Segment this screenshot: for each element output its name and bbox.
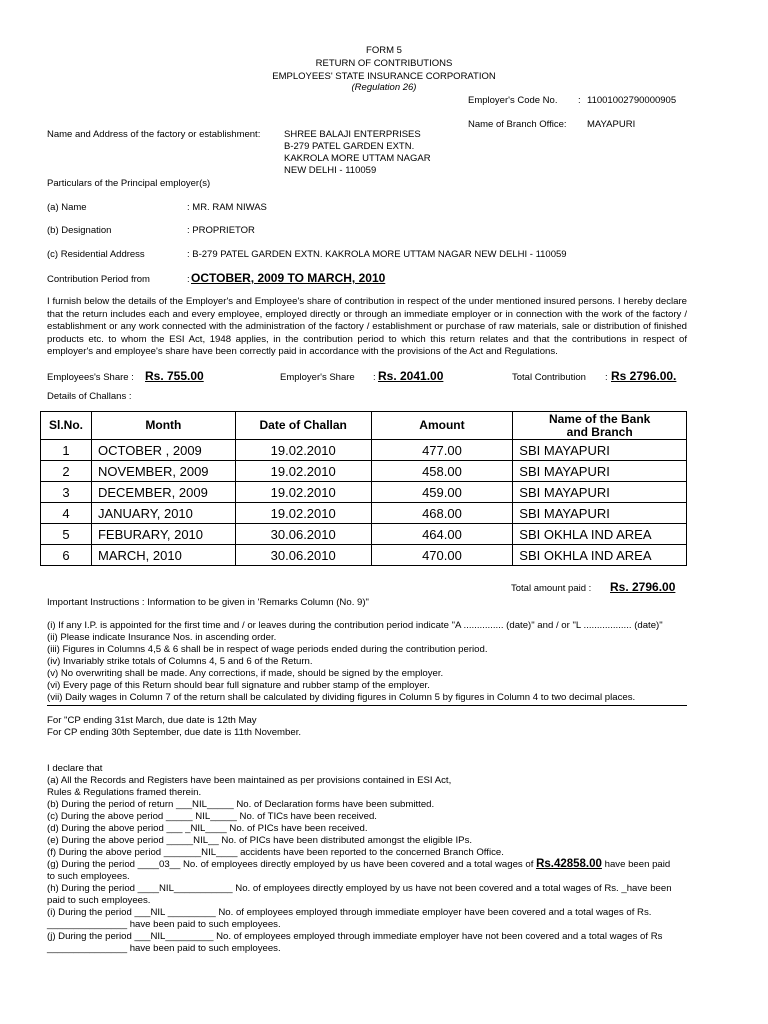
col-header-amount: Amount	[371, 412, 513, 440]
table-header-row	[41, 412, 687, 440]
declare-item-g-cont: to such employees.	[47, 871, 130, 882]
declare-item-a-cont: Rules & Regulations framed therein.	[47, 787, 202, 798]
employee-share-value: Rs. 755.00	[145, 369, 204, 383]
period-value: OCTOBER, 2009 TO MARCH, 2010	[191, 271, 386, 285]
cell-amount: 458.00	[371, 461, 513, 482]
branch-office-value: MAYAPURI	[587, 119, 636, 130]
instruction-item: (vi) Every page of this Return should bear full signature and rubber stamp of the employer.	[47, 680, 430, 691]
cell-bank: SBI OKHLA IND AREA	[513, 545, 687, 566]
form-title: RETURN OF CONTRIBUTIONS	[315, 58, 453, 69]
corporation-name: EMPLOYEES' STATE INSURANCE CORPORATION	[272, 71, 496, 82]
table-row	[41, 524, 687, 545]
declare-item-g-end: have been paid	[601, 859, 671, 870]
establishment-line: NEW DELHI - 110059	[284, 165, 377, 176]
address-label: (c) Residential Address	[47, 249, 145, 260]
cell-month: DECEMBER, 2009	[91, 482, 235, 503]
due-date-march: For "CP ending 31st March, due date is 12th May	[47, 715, 257, 726]
cell-slno: 1	[41, 440, 92, 461]
declare-item-g	[47, 858, 670, 870]
employer-share-colon: :	[373, 372, 376, 383]
cell-date: 30.06.2010	[235, 545, 371, 566]
employer-code-label: Employer's Code No.	[468, 95, 558, 106]
total-paid-value: Rs. 2796.00	[610, 580, 676, 594]
col-header-bank-line2: and Branch	[566, 424, 633, 439]
table-row	[41, 440, 687, 461]
period-label: Contribution Period from	[47, 274, 150, 285]
declare-item-d: (d) During the above period ___ _NIL____ No. of PICs have been received.	[47, 823, 368, 834]
cell-bank: SBI MAYAPURI	[513, 482, 687, 503]
declare-item-i-cont: _______________ have been paid to such employees.	[47, 919, 281, 930]
declare-item-g-text: (g) During the period ____03__ No. of employees directly employed by us have been covered and a total wages of	[47, 859, 537, 870]
principal-heading: Particulars of the Principal employer(s)	[47, 178, 211, 189]
total-contribution-value: Rs 2796.00.	[611, 369, 677, 383]
declare-item-f: (f) During the above period _______NIL____ accidents have been reported to the concerned Branch Office.	[47, 847, 504, 858]
regulation: (Regulation 26)	[351, 82, 417, 93]
cell-amount: 464.00	[371, 524, 513, 545]
col-header-bank-line1: Name of the Bank	[548, 411, 651, 426]
table-row	[41, 482, 687, 503]
total-contribution-label: Total Contribution	[512, 372, 586, 383]
designation-label: (b) Designation	[47, 225, 112, 236]
cell-amount: 477.00	[371, 440, 513, 461]
declare-item-g-amount: Rs.42858.00	[536, 858, 602, 870]
table-row	[41, 503, 687, 524]
declare-item-h-cont: paid to such employees.	[47, 895, 151, 906]
establishment-line: SHREE BALAJI ENTERPRISES	[284, 129, 421, 140]
total-paid-label: Total amount paid :	[511, 583, 592, 594]
cell-date: 19.02.2010	[235, 482, 371, 503]
declare-item-j-cont: _______________ have been paid to such employees.	[47, 943, 281, 954]
instruction-item: (iv) Invariably strike totals of Columns 4, 5 and 6 of the Return.	[47, 656, 313, 667]
branch-office-label: Name of Branch Office:	[468, 119, 567, 130]
employer-code-colon: :	[578, 95, 581, 106]
cell-bank: SBI MAYAPURI	[513, 461, 687, 482]
cell-month: OCTOBER , 2009	[91, 440, 235, 461]
cell-date: 30.06.2010	[235, 524, 371, 545]
employer-code-value: 11001002790000905	[587, 95, 677, 106]
divider	[47, 705, 687, 706]
employee-share-label: Employees's Share :	[47, 372, 134, 383]
declare-item-j: (j) During the period ___NIL_________ No. of employees employed through immediate employer have not been covered and a total wages of Rs	[47, 931, 663, 942]
col-header-date: Date of Challan	[235, 412, 371, 440]
form-number: FORM 5	[366, 45, 402, 56]
period-colon: :	[187, 274, 190, 285]
cell-slno: 5	[41, 524, 92, 545]
cell-bank: SBI MAYAPURI	[513, 503, 687, 524]
instruction-item: (ii) Please indicate Insurance Nos. in ascending order.	[47, 632, 277, 643]
cell-bank: SBI OKHLA IND AREA	[513, 524, 687, 545]
cell-slno: 2	[41, 461, 92, 482]
instruction-item: (v) No overwriting shall be made. Any corrections, if made, should be signed by the employer.	[47, 668, 444, 679]
declare-intro: I declare that	[47, 763, 103, 774]
col-header-bank	[513, 412, 687, 440]
cell-month: NOVEMBER, 2009	[91, 461, 235, 482]
instruction-item: (i) If any I.P. is appointed for the first time and / or leaves during the contribution period indicate "A ............... (date)" and / or "L .................. (date)"	[47, 620, 663, 631]
cell-slno: 3	[41, 482, 92, 503]
cell-month: MARCH, 2010	[91, 545, 235, 566]
table-row	[41, 545, 687, 566]
instruction-item: (vii) Daily wages in Column 7 of the return shall be calculated by dividing figures in Column 5 by figures in Column 4 to two decimal places.	[47, 692, 636, 703]
declare-item-i: (i) During the period ___NIL _________ No. of employees employed through immediate employer have been covered and a total wages of Rs.	[47, 907, 652, 918]
table-row	[41, 461, 687, 482]
cell-month: FEBURARY, 2010	[91, 524, 235, 545]
declare-item-b: (b) During the period of return ___NIL_____ No. of Declaration forms have been submitted.	[47, 799, 435, 810]
challan-table	[40, 411, 687, 566]
cell-date: 19.02.2010	[235, 461, 371, 482]
name-value: : MR. RAM NIWAS	[187, 202, 267, 213]
employer-share-value: Rs. 2041.00	[378, 369, 444, 383]
declare-item-e: (e) During the above period _____NIL__ No. of PICs have been distributed amongst the eligible IPs.	[47, 835, 473, 846]
instruction-item: (iii) Figures in Columns 4,5 & 6 shall be in respect of wage periods ended during the contribution period.	[47, 644, 488, 655]
cell-date: 19.02.2010	[235, 503, 371, 524]
col-header-month: Month	[91, 412, 235, 440]
cell-amount: 470.00	[371, 545, 513, 566]
cell-slno: 4	[41, 503, 92, 524]
cell-amount: 468.00	[371, 503, 513, 524]
cell-bank: SBI MAYAPURI	[513, 440, 687, 461]
establishment-label: Name and Address of the factory or establishment:	[47, 129, 261, 140]
declare-item-h: (h) During the period ____NIL___________ No. of employees directly employed by us have not been covered and a total wages of Rs. _have been	[47, 883, 672, 894]
cell-slno: 6	[41, 545, 92, 566]
declare-item-a: (a) All the Records and Registers have been maintained as per provisions contained in ESI Act,	[47, 775, 452, 786]
cell-date: 19.02.2010	[235, 440, 371, 461]
declaration-paragraph: I furnish below the details of the Employer's and Employee's share of contribution in respect of the under mentioned insured persons. I hereby declare that the return includes each and every employee, employed directly or through an immediate employer or in connection with the work of the factory / establishment or any work connected with the administration of the factory / establishment or purchase of raw materials, sale or distribution of finished products etc. to whom the ESI Act, 1948 applies, in the contribution period to which this return relates and that the contributions in respect of employer's and employee's share have been correctly paid in accordance with the provisions of the Act and Regulations.	[47, 296, 687, 358]
challans-heading: Details of Challans :	[47, 391, 132, 402]
cell-month: JANUARY, 2010	[91, 503, 235, 524]
address-value: : B-279 PATEL GARDEN EXTN. KAKROLA MORE UTTAM NAGAR NEW DELHI - 110059	[187, 249, 567, 260]
establishment-line: KAKROLA MORE UTTAM NAGAR	[284, 153, 431, 164]
instructions-heading: Important Instructions : Information to be given in 'Remarks Column (No. 9)"	[47, 597, 369, 608]
cell-amount: 459.00	[371, 482, 513, 503]
establishment-line: B-279 PATEL GARDEN EXTN.	[284, 141, 415, 152]
col-header-slno: Sl.No.	[41, 412, 92, 440]
total-contribution-colon: :	[605, 372, 608, 383]
name-label: (a) Name	[47, 202, 87, 213]
declare-item-c: (c) During the above period _____ NIL_____ No. of TICs have been received.	[47, 811, 377, 822]
employer-share-label: Employer's Share	[280, 372, 355, 383]
due-date-september: For CP ending 30th September, due date is 11th November.	[47, 727, 302, 738]
designation-value: : PROPRIETOR	[187, 225, 255, 236]
